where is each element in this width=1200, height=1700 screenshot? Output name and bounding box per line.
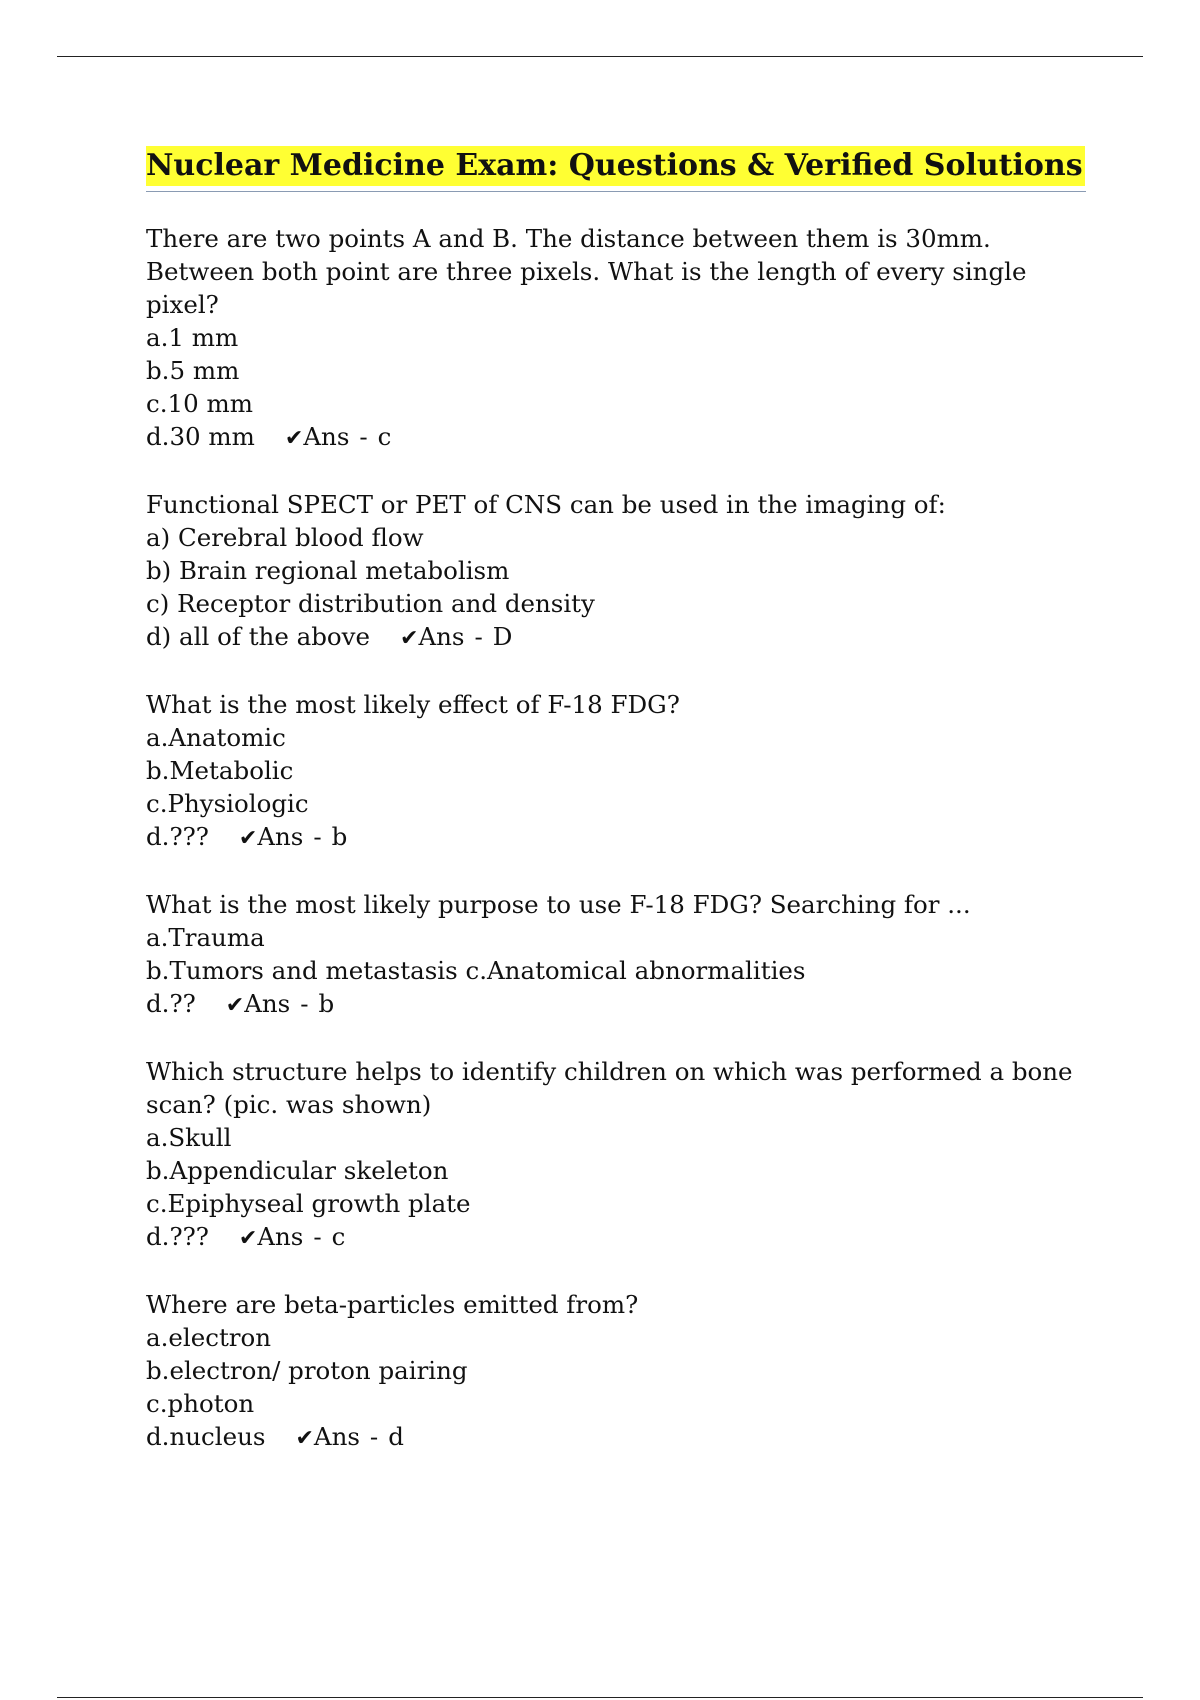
answer-line (146, 820, 1086, 855)
option-b: b) Brain regional metabolism (146, 556, 510, 585)
answer-line (146, 987, 1086, 1022)
option-d: d.??? (146, 1222, 209, 1251)
answer-prefix: Ans (303, 422, 350, 451)
footer-rule (57, 1697, 1143, 1698)
answer-prefix: Ans (418, 622, 465, 651)
question-text: Which structure helps to identify children on which was performed a bone scan? (pic. was shown) (146, 1057, 1073, 1119)
check-icon: ✔ (238, 826, 258, 851)
answer-line (146, 1220, 1086, 1255)
answer-value: c (331, 1222, 346, 1251)
option-d: d.?? (146, 989, 196, 1018)
question-text: What is the most likely purpose to use F-18 FDG? Searching for ... (146, 890, 971, 919)
option-d: d.nucleus (146, 1422, 266, 1451)
answer-separator: - (359, 422, 368, 451)
option-d: d) all of the above (146, 622, 370, 651)
answer-marker (239, 822, 347, 851)
option-c: c.10 mm (146, 389, 253, 418)
question-2 (146, 488, 1086, 655)
answer-prefix: Ans (257, 822, 304, 851)
check-icon: ✔ (225, 993, 245, 1018)
answer-line (146, 620, 1086, 655)
option-a: a.1 mm (146, 323, 239, 352)
option-d: d.??? (146, 822, 209, 851)
document-body (146, 146, 1086, 1488)
option-b: b.Appendicular skeleton (146, 1156, 449, 1185)
option-c: c.Physiologic (146, 789, 309, 818)
answer-value: b (318, 989, 335, 1018)
question-text: Functional SPECT or PET of CNS can be used in the imaging of: (146, 490, 946, 519)
title-block (146, 146, 1086, 192)
check-icon: ✔ (400, 626, 419, 651)
question-4 (146, 888, 1086, 1022)
option-a: a.Trauma (146, 923, 265, 952)
answer-value: d (388, 1422, 404, 1451)
header-rule (57, 56, 1143, 57)
answer-separator: - (300, 989, 309, 1018)
answer-marker (285, 422, 392, 451)
option-b: b.Metabolic (146, 756, 294, 785)
check-icon: ✔ (238, 1226, 258, 1251)
answer-prefix: Ans (313, 1422, 360, 1451)
option-a: a.Skull (146, 1123, 232, 1152)
option-a: a.electron (146, 1323, 272, 1352)
answer-line (146, 1420, 1086, 1455)
answer-marker (226, 989, 334, 1018)
option-d: d.30 mm (146, 422, 255, 451)
answer-separator: - (474, 622, 483, 651)
answer-value: b (331, 822, 348, 851)
answer-prefix: Ans (257, 1222, 304, 1251)
question-3 (146, 688, 1086, 855)
question-5 (146, 1055, 1086, 1255)
answer-value: c (377, 422, 392, 451)
answer-marker (239, 1222, 346, 1251)
option-c: c.Epiphyseal growth plate (146, 1189, 471, 1218)
answer-marker (295, 1422, 403, 1451)
option-b: b.5 mm (146, 356, 240, 385)
question-1 (146, 222, 1086, 455)
question-text: What is the most likely effect of F-18 FDG? (146, 690, 680, 719)
answer-separator: - (313, 1222, 322, 1251)
option-a: a) Cerebral blood flow (146, 523, 424, 552)
option-b: b.electron/ proton pairing (146, 1356, 468, 1385)
check-icon: ✔ (295, 1426, 314, 1451)
option-b: b.Tumors and metastasis c.Anatomical abnormalities (146, 956, 806, 985)
document-title: Nuclear Medicine Exam: Questions & Verified Solutions (146, 146, 1085, 186)
answer-line (146, 420, 1086, 455)
option-a: a.Anatomic (146, 723, 286, 752)
answer-marker (400, 622, 512, 651)
option-c: c) Receptor distribution and density (146, 589, 595, 618)
answer-separator: - (369, 1422, 379, 1451)
answer-prefix: Ans (244, 989, 291, 1018)
question-text: There are two points A and B. The distance between them is 30mm. Between both point are three pixels. What is the length of every single pixel? (146, 224, 1027, 319)
check-icon: ✔ (284, 426, 304, 451)
question-text: Where are beta-particles emitted from? (146, 1290, 639, 1319)
answer-value: D (492, 622, 513, 651)
answer-separator: - (313, 822, 322, 851)
question-6 (146, 1288, 1086, 1455)
option-c: c.photon (146, 1389, 255, 1418)
